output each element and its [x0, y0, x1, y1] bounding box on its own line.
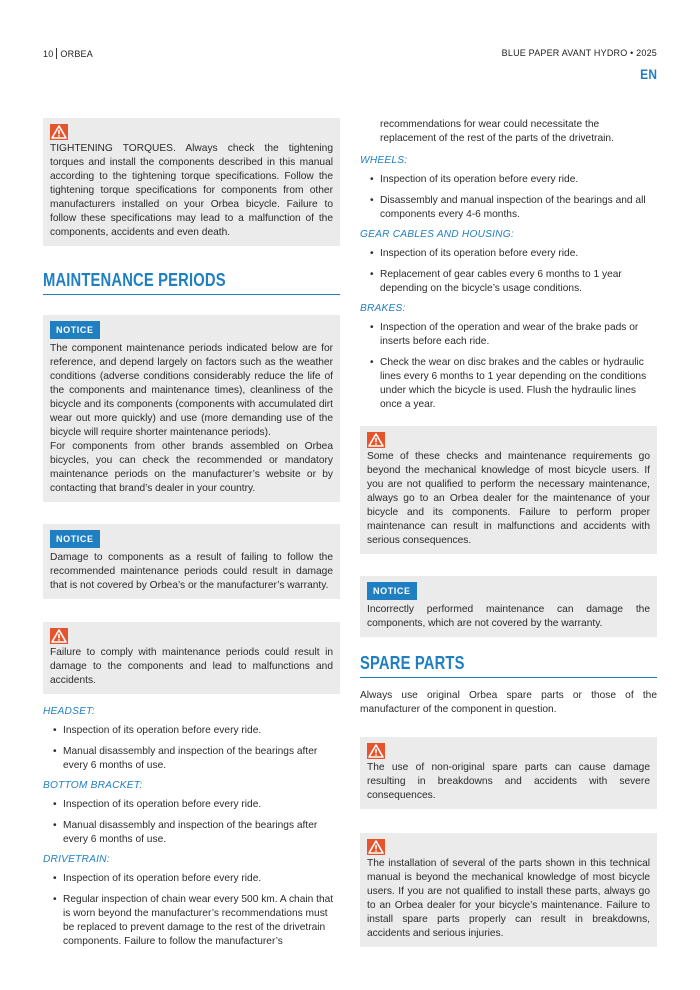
brand-name: ORBEA [60, 49, 93, 59]
subsection-title: GEAR CABLES AND HOUSING: [360, 229, 514, 240]
notice-tag: NOTICE [50, 530, 100, 548]
subsection-title: BOTTOM BRACKET: [43, 780, 143, 791]
notice-box-warranty [43, 524, 340, 599]
section-title: MAINTENANCE PERIODS [43, 270, 226, 290]
wheels-section [360, 155, 657, 222]
drivetrain-section [43, 854, 340, 949]
bullet-list [43, 798, 340, 847]
list-item: • Inspection of its operation before every ride. [43, 872, 340, 886]
notice-text: Damage to components as a result of failing to follow the recommended maintenance periods could result in damage that is not covered by Orbea’s or the manufacturer’s warranty. [50, 552, 333, 591]
list-item: • Inspection of its operation before every ride. [43, 724, 340, 738]
list-item: • Manual disassembly and inspection of the bearings after every 6 months of use. [43, 745, 340, 773]
warning-icon [50, 124, 68, 140]
notice-box-periods [43, 315, 340, 502]
list-item: • Inspection of its operation before every ride. [43, 798, 340, 812]
brakes-section [360, 303, 657, 412]
warning-box-install [360, 833, 657, 947]
list-item: • Disassembly and manual inspection of the bearings and all components every 4-6 months. [360, 194, 657, 222]
section-rule [43, 294, 340, 295]
warning-box-periods [43, 622, 340, 694]
list-item: • Manual disassembly and inspection of the bearings after every 6 months of use. [43, 819, 340, 847]
list-item: • Replacement of gear cables every 6 months to 1 year depending on the bicycle’s usage conditions. [360, 268, 657, 296]
left-column [43, 118, 340, 956]
warning-box-torques [43, 118, 340, 246]
warning-icon [367, 839, 385, 855]
language-code: EN [639, 66, 657, 82]
subsection-title: HEADSET: [43, 706, 95, 717]
bullet-list [360, 247, 657, 296]
notice-text: For components from other brands assembled on Orbea bicycles, you can check the recommended or mandatory maintenance periods on the manufacturer’s website or by contacting that brand’s dealer in your country. [50, 441, 333, 494]
warning-text: The installation of several of the parts shown in this technical manual is beyond the mechanical knowledge of most bicycle users. If you are not qualified to install these parts, always go to an Orbea dealer for your bicycle’s maintenance. Failure to install spare parts properly can result in breakdowns, accidents and serious injuries. [367, 858, 650, 939]
list-item: • Regular inspection of chain wear every 500 km. A chain that is worn beyond the manufacturer’s recommendations must be replaced to prevent damage to the rest of the drivetrain components. Failure to follow the manufacturer’s [43, 893, 340, 949]
document-title: BLUE PAPER AVANT HYDRO • 2025 [501, 48, 657, 58]
warning-text: TIGHTENING TORQUES. Always check the tightening torques and install the components described in this manual according to the tightening torque specifications. Follow the tightening torque specifications for components from other manufacturers installed on your Orbea bicycle. Failure to follow these specifications may lead to a malfunction of the components, accidents and even death. [50, 143, 333, 238]
warning-box-checks [360, 426, 657, 554]
notice-box-maintenance [360, 576, 657, 637]
notice-text: Incorrectly performed maintenance can damage the components, which are not covered by the warranty. [367, 604, 650, 629]
header-divider [56, 48, 57, 59]
right-column [360, 118, 657, 947]
bottom-bracket-section [43, 780, 340, 847]
page-number: 10 [43, 49, 54, 59]
gear-cables-section [360, 229, 657, 296]
warning-icon [50, 628, 68, 644]
warning-text: Failure to comply with maintenance periods could result in damage to the components and lead to malfunctions and accidents. [50, 647, 333, 686]
list-item: • Inspection of its operation before every ride. [360, 247, 657, 261]
bullet-list [43, 724, 340, 773]
headset-section [43, 706, 340, 773]
warning-icon [367, 432, 385, 448]
notice-tag: NOTICE [367, 582, 417, 600]
list-item: • Check the wear on disc brakes and the cables or hydraulic lines every 6 months to 1 year depending on the conditions under which the bicycle is used. Flush the hydraulic lines once a year. [360, 356, 657, 412]
notice-text: The component maintenance periods indicated below are for reference, and depend largely on factors such as the weather conditions (adverse conditions considerably reduce the life of the components and maintenance times), cleanliness of the bicycle and its components (components with accumulated dirt wear out more quickly) and use (more demanding use of the bicycle will require shorter maintenance periods). [50, 343, 333, 438]
maintenance-section-header [43, 270, 340, 295]
spare-parts-intro: Always use original Orbea spare parts or those of the manufacturer of the component in question. [360, 690, 657, 715]
page-header [43, 48, 657, 62]
bullet-list [43, 872, 340, 949]
notice-tag: NOTICE [50, 321, 100, 339]
subsection-title: WHEELS: [360, 155, 408, 166]
bullet-list [360, 173, 657, 222]
drivetrain-continued: recommendations for wear could necessitate the replacement of the rest of the parts of the drivetrain. [380, 119, 614, 144]
list-item: • Inspection of its operation before every ride. [360, 173, 657, 187]
warning-box-nonoriginal [360, 737, 657, 809]
section-rule [360, 677, 657, 678]
subsection-title: DRIVETRAIN: [43, 854, 110, 865]
warning-icon [367, 743, 385, 759]
warning-text: Some of these checks and maintenance requirements go beyond the mechanical knowledge of most bicycle users. If you are not qualified to perform the necessary maintenance, always go to an Orbea dealer for the maintenance of your bicycle and its components. Failure to perform proper maintenance can result in malfunctions and accidents with serious consequences. [367, 451, 650, 546]
list-item: • Inspection of the operation and wear of the brake pads or inserts before each ride. [360, 321, 657, 349]
header-left [43, 48, 93, 59]
section-title: SPARE PARTS [360, 653, 465, 673]
spare-parts-section-header [360, 653, 657, 678]
bullet-list [360, 321, 657, 412]
subsection-title: BRAKES: [360, 303, 406, 314]
warning-text: The use of non-original spare parts can cause damage resulting in breakdowns and accidents with severe consequences. [367, 762, 650, 801]
